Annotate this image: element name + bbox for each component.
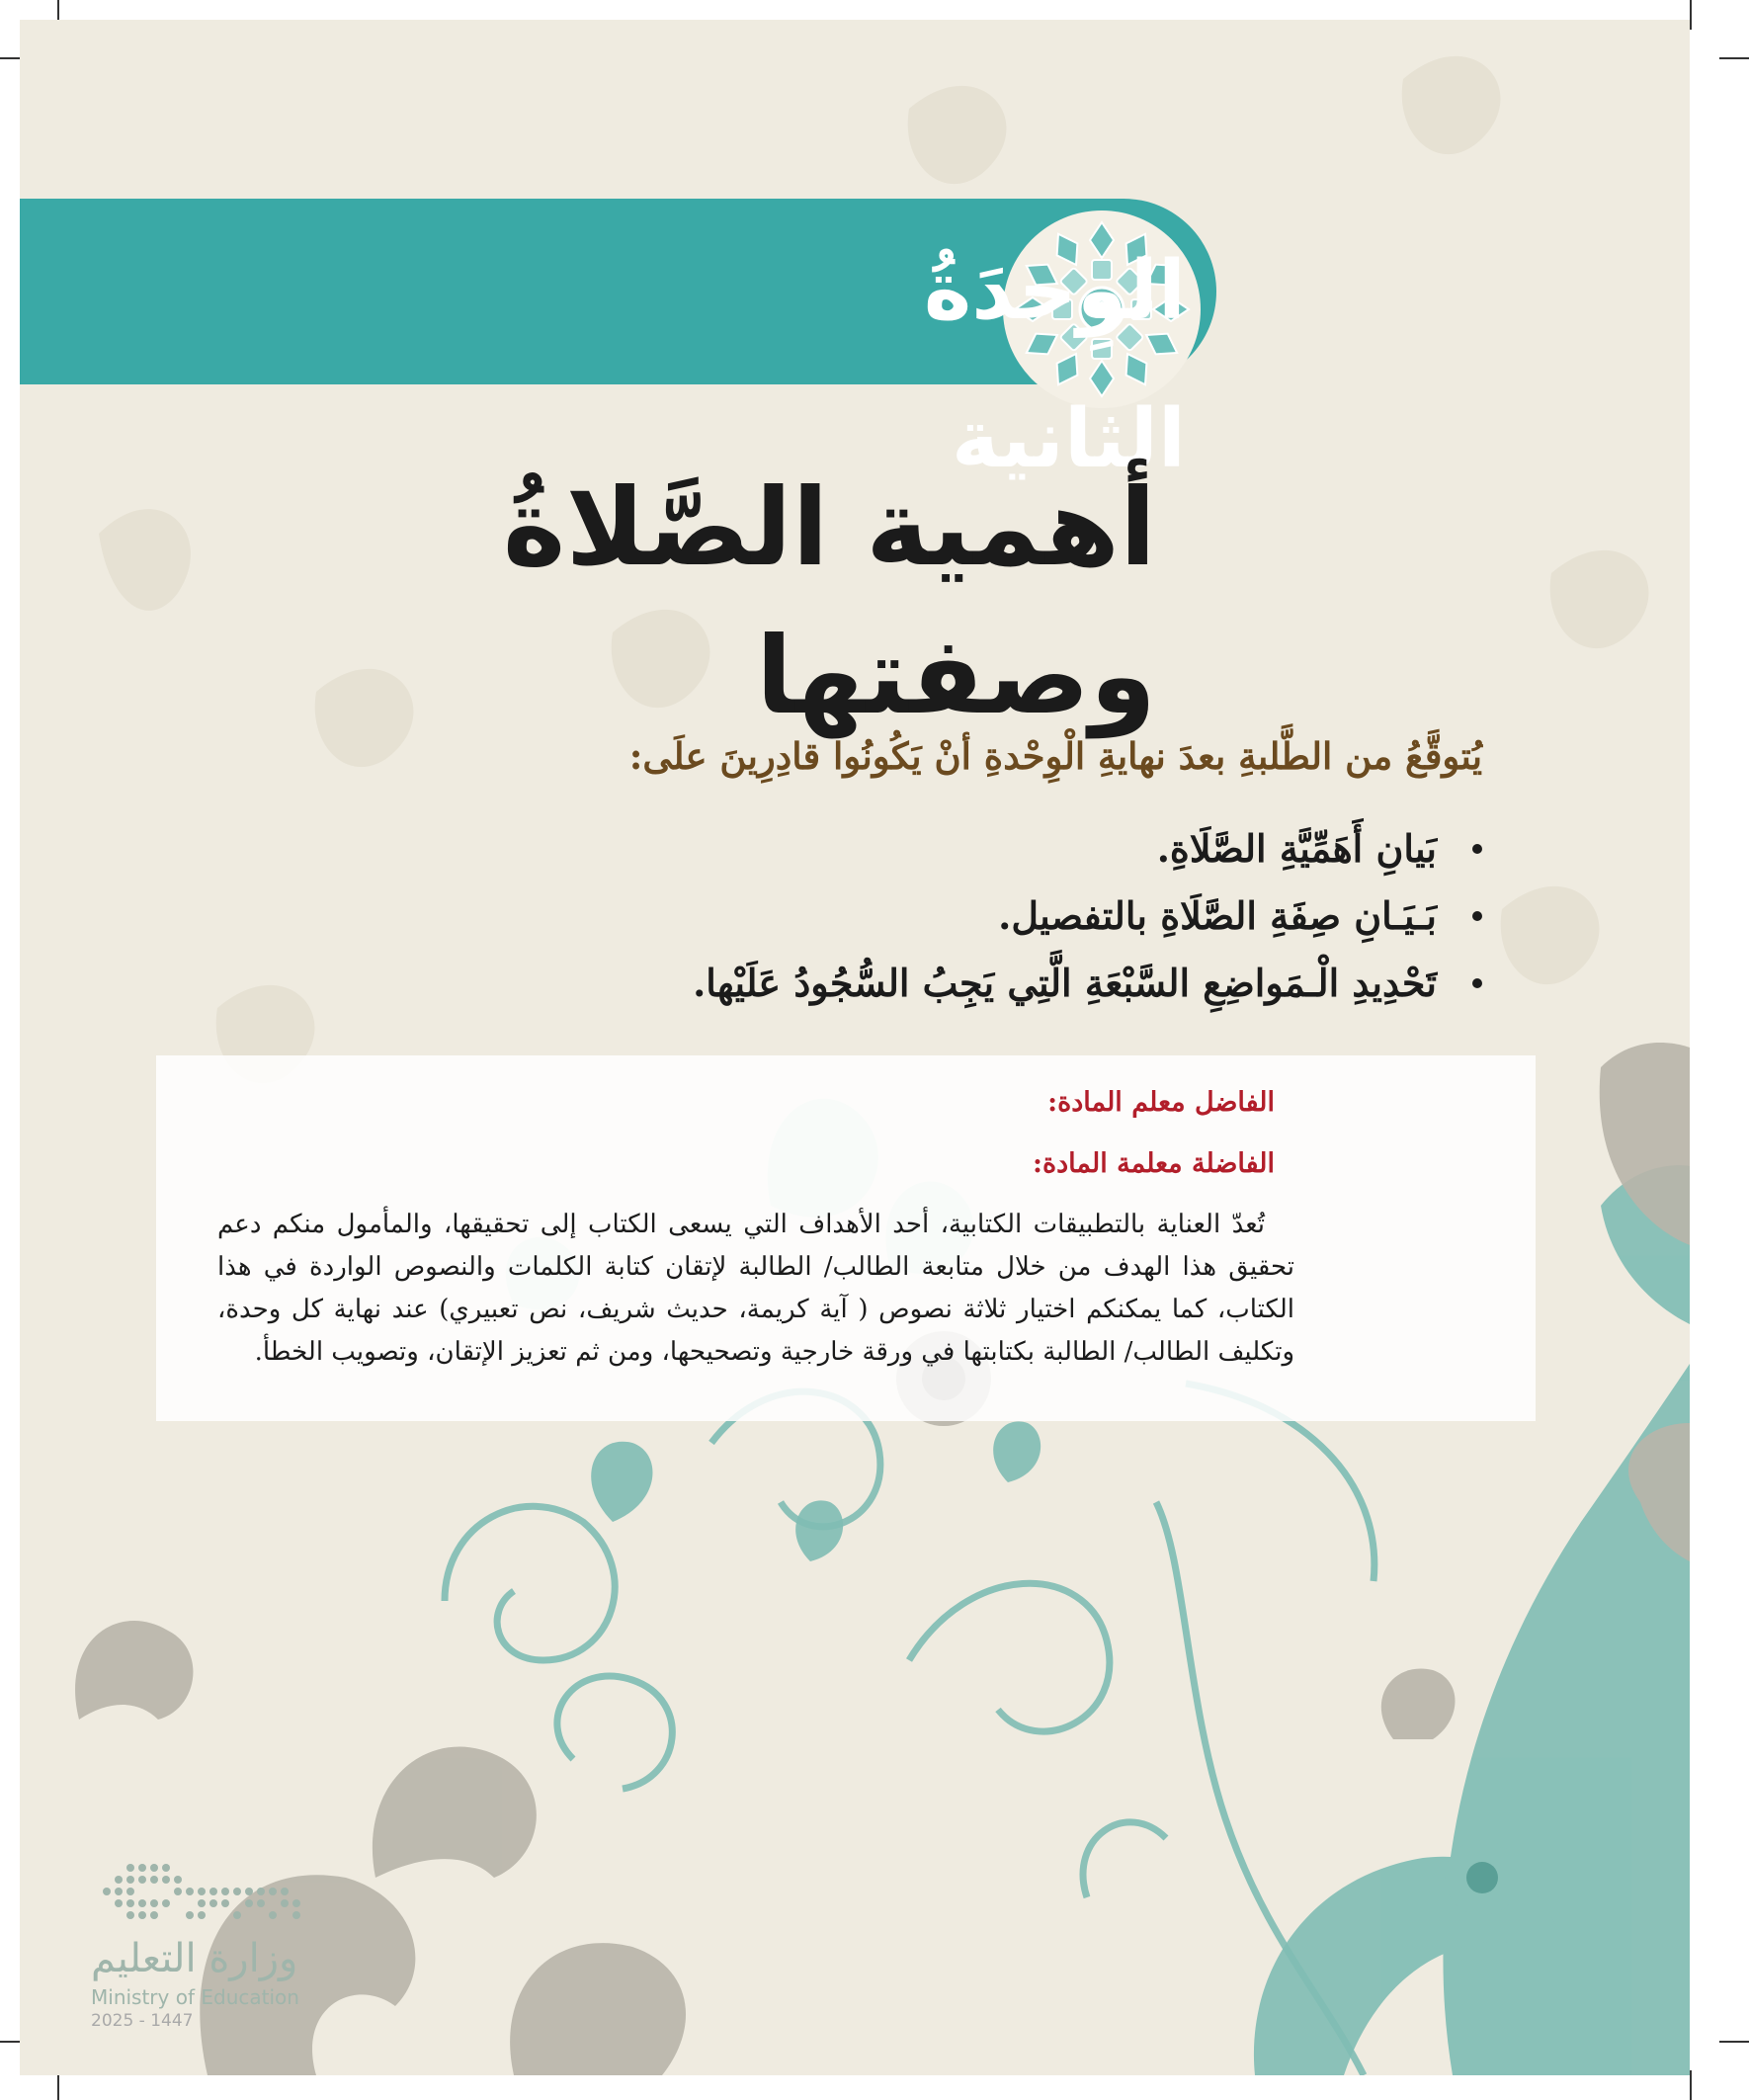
book-page [20, 20, 1690, 2075]
ministry-dots-icon [91, 1860, 318, 1929]
learning-objectives [613, 726, 1482, 1017]
objective-item [613, 950, 1482, 1017]
objectives-list [613, 815, 1482, 1017]
objective-text: بَـيَـانِ صِفَةِ الصَّلَاةِ بالتفصيل. [998, 893, 1437, 938]
crop-mark [1719, 2041, 1749, 2043]
unit-label: الوِحدَةُ الثانية [923, 244, 1186, 486]
bullet-icon [1472, 978, 1482, 988]
ministry-logo [91, 1860, 377, 2075]
ministry-name-english: Ministry of Education [91, 1985, 299, 2009]
ministry-name-arabic: وزارة التعليم [91, 1936, 298, 1981]
objective-text: تَحْدِيدِ الْـمَواضِعِ السَّبْعَةِ الَّتِي يَجِبُ السُّجُودُ عَلَيْها. [693, 961, 1437, 1005]
objective-item [613, 815, 1482, 882]
teacher-note-box [156, 1055, 1536, 1421]
objective-text: بَيانِ أَهَمِّيَّةِ الصَّلَاةِ. [1156, 826, 1437, 871]
teacher-note-text: تُعدّ العناية بالتطبيقات الكتابية، أحد الأهداف التي يسعى الكتاب إلى تحقيقها، والمأمول منكم دعم تحقيق هذا الهدف من خلال متابعة الطالب/ الطالبة لإتقان كتابة الكلمات والنصوص الواردة في هذا الكتاب، كما يمكنكم اختيار ثلاثة نصوص ( آية كريمة، حديث شريف، نص تعبيري) عند نهاية كل وحدة، وتكليف الطالب/ الطالبة بكتابتها في ورقة خارجية وتصحيحها، ومن ثم تعزيز الإتقان، وتصويب الخطأ. [217, 1210, 1295, 1367]
crop-mark [1719, 57, 1749, 59]
address-female-teacher: الفاضلة معلمة المادة: [1033, 1148, 1275, 1179]
lesson-title: أهمية الصَّلاةُ وصفتها [502, 466, 1156, 738]
crop-mark [1690, 2070, 1692, 2100]
objectives-intro: يُتوقَّعُ من الطَّلبةِ بعدَ نهايةِ الْوِحْدةِ أنْ يَكُونُوا قادِرِينَ علَى: [628, 734, 1482, 778]
address-male-teacher: الفاضل معلم المادة: [1047, 1087, 1275, 1118]
bullet-icon [1472, 844, 1482, 854]
objective-item [613, 882, 1482, 950]
bullet-icon [1472, 911, 1482, 921]
edition-year: 2025 - 1447 [91, 2011, 194, 2031]
crop-mark [1690, 0, 1692, 30]
